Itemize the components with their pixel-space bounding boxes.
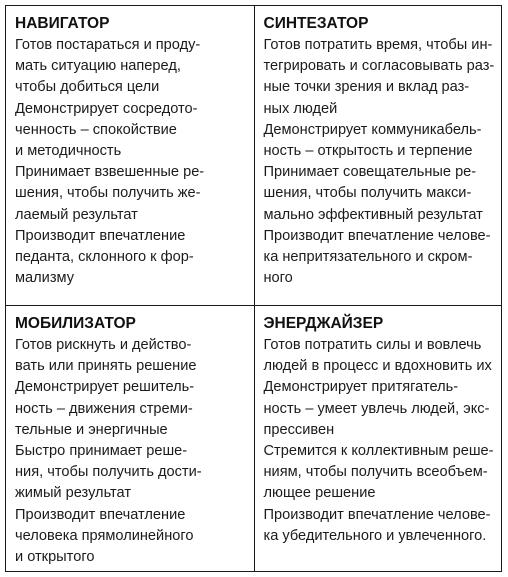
text-line: ниям, чтобы получить всеобъем- bbox=[263, 464, 488, 481]
text-line: тегрировать и согласовывать раз- bbox=[263, 58, 495, 75]
mobilizer-cell bbox=[6, 305, 254, 571]
text-line: мально эффективный результат bbox=[263, 206, 483, 223]
text-line: мать ситуацию наперед, bbox=[15, 58, 181, 75]
text-line: Готов постараться и проду- bbox=[15, 37, 201, 53]
energizer-text bbox=[264, 335, 493, 547]
text-line: Принимает взвешенные ре- bbox=[15, 164, 205, 181]
text-line: ные точки зрения и вклад раз- bbox=[263, 79, 470, 96]
text-line: ность – движения стреми- bbox=[15, 400, 193, 417]
text-line: ность – умеет увлечь людей, экс- bbox=[263, 400, 490, 417]
text-line: Быстро принимает реше- bbox=[15, 443, 188, 460]
text-line: Готов потратить силы и вовлечь bbox=[263, 337, 482, 353]
text-line: педанта, склонного к фор- bbox=[15, 249, 194, 266]
text-line: человека прямолинейного bbox=[15, 527, 194, 544]
text-line: ка непритязательного и скром- bbox=[263, 249, 473, 266]
energizer-cell bbox=[254, 305, 502, 571]
navigator-title: НАВИГАТОР bbox=[15, 15, 110, 32]
text-line: Производит впечатление bbox=[15, 227, 186, 244]
text-line: шения, чтобы получить же- bbox=[15, 185, 201, 202]
mobilizer-title: МОБИЛИЗАТОР bbox=[15, 315, 136, 332]
text-line: лаемый результат bbox=[15, 206, 138, 223]
text-line: прессивен bbox=[263, 421, 335, 438]
text-line: ченность – спокойствие bbox=[15, 121, 177, 138]
text-line: чтобы добиться цели bbox=[15, 79, 160, 96]
synthesizer-cell bbox=[254, 6, 502, 305]
text-line: Демонстрирует сосредото- bbox=[15, 100, 198, 117]
navigator-cell bbox=[6, 6, 254, 305]
text-line: Производит впечатление bbox=[15, 506, 186, 523]
text-line: Готов рискнуть и действо- bbox=[15, 337, 192, 353]
text-line: ния, чтобы получить дости- bbox=[15, 464, 202, 481]
text-line: и методичность bbox=[15, 143, 122, 160]
text-line: жимый результат bbox=[15, 485, 132, 502]
text-line: Принимает совещательные ре- bbox=[263, 164, 477, 181]
synthesizer-title: СИНТЕЗАТОР bbox=[263, 15, 369, 32]
text-line: Производит впечатление челове- bbox=[263, 227, 491, 244]
text-line: Демонстрирует притягатель- bbox=[263, 379, 459, 396]
navigator-text bbox=[15, 35, 245, 289]
text-line: Демонстрирует коммуникабель- bbox=[263, 121, 482, 138]
text-line: ка убедительного и увлеченного. bbox=[263, 527, 487, 544]
text-line: лющее решение bbox=[263, 485, 376, 502]
energizer-title: ЭНЕРДЖАЙЗЕР bbox=[263, 315, 384, 332]
text-line: людей в процесс и вдохновить их bbox=[263, 358, 492, 375]
text-line: тельные и энергичные bbox=[15, 421, 168, 438]
text-line: ных людей bbox=[263, 100, 338, 117]
text-line: ного bbox=[263, 270, 293, 287]
synthesizer-text bbox=[264, 35, 493, 289]
text-line: ность – открытость и терпение bbox=[263, 143, 473, 160]
text-line: вать или принять решение bbox=[15, 358, 197, 375]
text-line: Стремится к коллективным реше- bbox=[263, 443, 494, 460]
text-line: мализму bbox=[15, 270, 75, 287]
text-line: шения, чтобы получить макси- bbox=[263, 185, 472, 202]
text-line: и открытого bbox=[15, 549, 95, 566]
text-line: Демонстрирует решитель- bbox=[15, 379, 195, 396]
text-line: Производит впечатление челове- bbox=[263, 506, 491, 523]
roles-table bbox=[5, 5, 502, 572]
text-line: Готов потратить время, чтобы ин- bbox=[263, 37, 493, 53]
mobilizer-text bbox=[15, 335, 245, 568]
